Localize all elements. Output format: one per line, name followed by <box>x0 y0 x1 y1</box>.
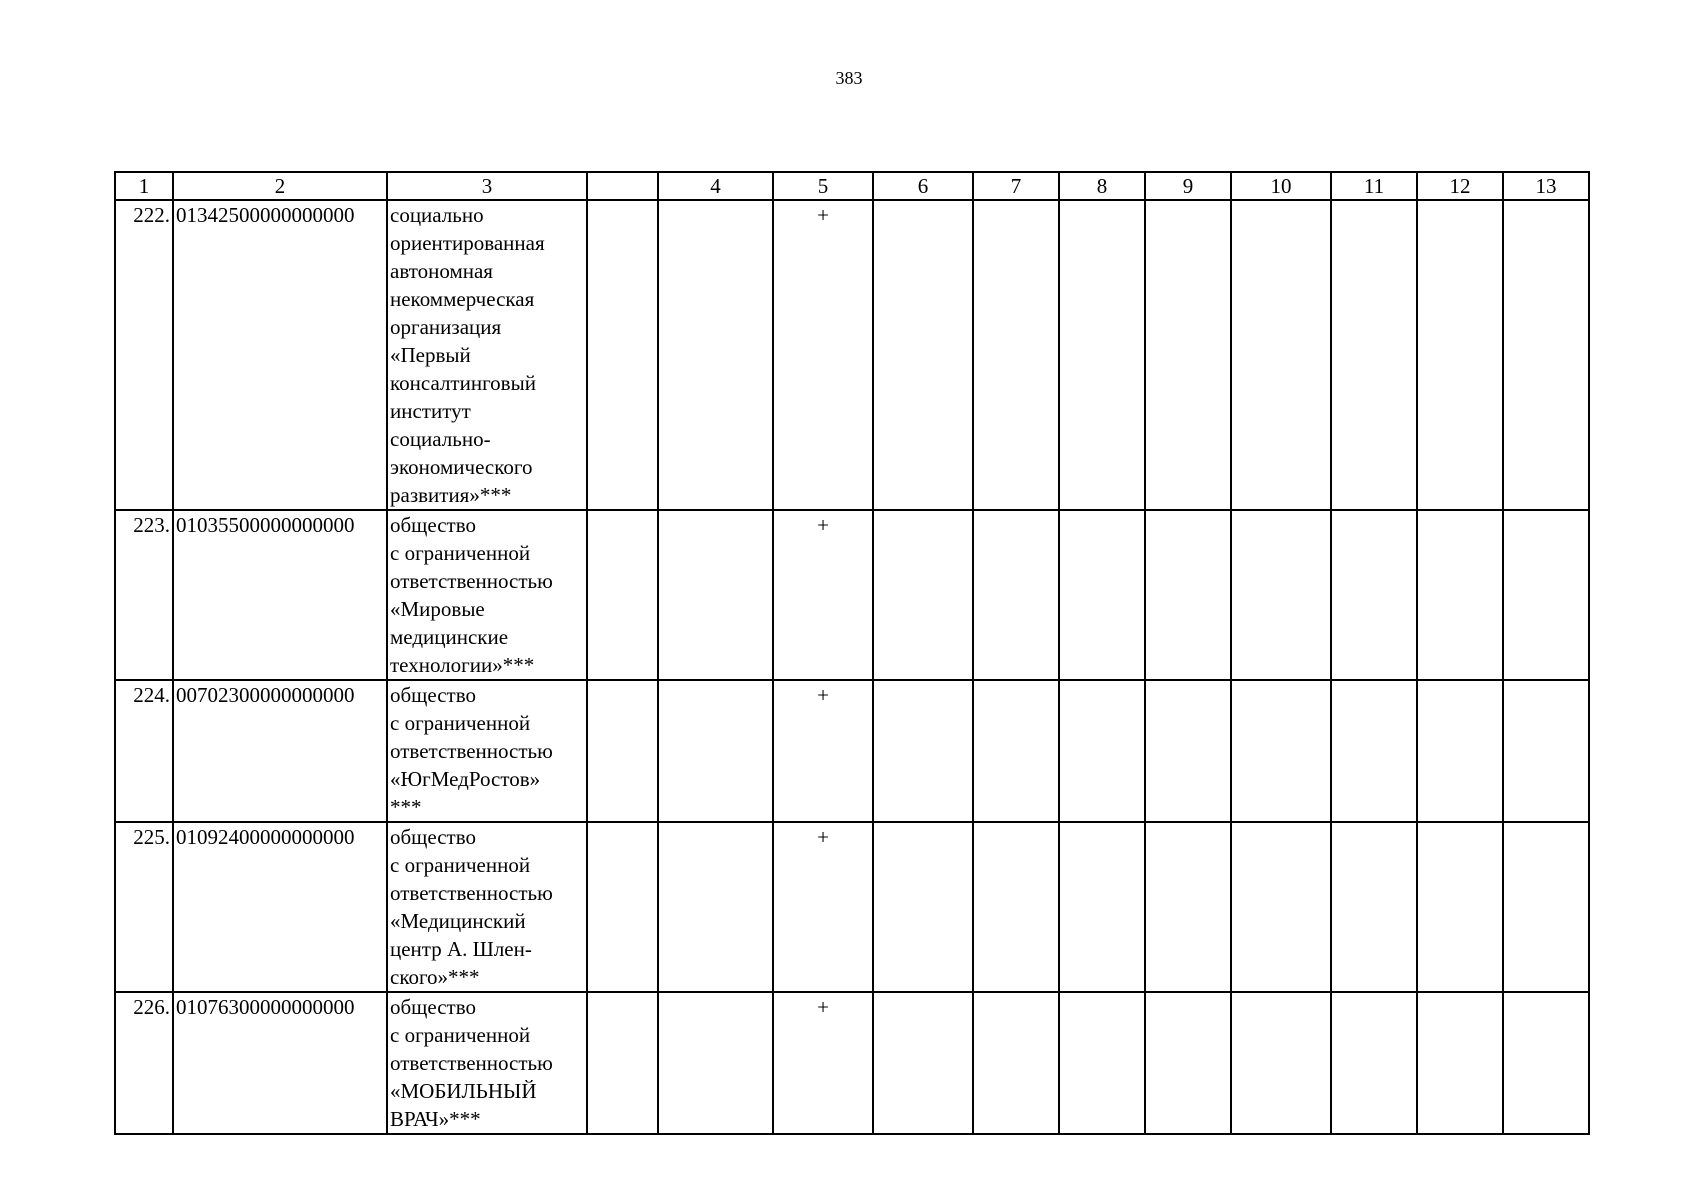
organization-name-line: институт <box>390 399 471 423</box>
empty-cell <box>1503 822 1589 992</box>
header-cell: 10 <box>1231 172 1331 200</box>
header-cell: 5 <box>773 172 873 200</box>
organization-code-cell: 01092400000000000 <box>173 822 387 992</box>
organization-name-line: консалтинговый <box>390 371 536 395</box>
organization-name-line: общество <box>390 995 476 1019</box>
header-cell: 9 <box>1145 172 1231 200</box>
empty-cell <box>1145 822 1231 992</box>
row-number-cell: 226. <box>115 992 173 1134</box>
organization-name-cell <box>387 510 587 680</box>
organization-name-line: с ограниченной <box>390 541 531 565</box>
empty-cell <box>1331 680 1417 822</box>
organization-name-line: «Первый <box>390 343 471 367</box>
empty-cell <box>1417 200 1503 510</box>
empty-cell <box>1231 510 1331 680</box>
organization-name-cell <box>387 992 587 1134</box>
empty-cell <box>587 510 658 680</box>
organization-name-line: ВРАЧ»*** <box>390 1107 481 1131</box>
header-cell: 12 <box>1417 172 1503 200</box>
header-cell: 4 <box>658 172 773 200</box>
empty-cell <box>1503 200 1589 510</box>
empty-cell <box>1417 510 1503 680</box>
header-cell <box>587 172 658 200</box>
empty-cell <box>1145 680 1231 822</box>
organization-name-line: социально <box>390 203 484 227</box>
col5-mark-cell: + <box>773 510 873 680</box>
header-cell: 3 <box>387 172 587 200</box>
empty-cell <box>1331 992 1417 1134</box>
organization-name-line: некоммерческая <box>390 287 535 311</box>
organization-name-line: центр А. Шлен- <box>390 937 532 961</box>
organization-name-line: технологии»*** <box>390 653 535 677</box>
organization-code-cell: 01342500000000000 <box>173 200 387 510</box>
empty-cell <box>658 822 773 992</box>
organization-name-line: общество <box>390 513 476 537</box>
empty-cell <box>1231 680 1331 822</box>
empty-cell <box>1059 822 1145 992</box>
header-cell: 7 <box>973 172 1059 200</box>
organization-name-line: автономная <box>390 259 493 283</box>
header-cell: 6 <box>873 172 973 200</box>
empty-cell <box>1417 822 1503 992</box>
empty-cell <box>1417 992 1503 1134</box>
organization-name-cell <box>387 200 587 510</box>
empty-cell <box>873 680 973 822</box>
empty-cell <box>973 510 1059 680</box>
organization-name-line: «Медицинский <box>390 909 526 933</box>
empty-cell <box>973 680 1059 822</box>
empty-cell <box>658 992 773 1134</box>
empty-cell <box>873 200 973 510</box>
empty-cell <box>1231 200 1331 510</box>
col5-mark-cell: + <box>773 822 873 992</box>
empty-cell <box>1503 680 1589 822</box>
organization-name-line: экономического <box>390 455 533 479</box>
page-number: 383 <box>835 68 863 88</box>
organization-name-line: ориентированная <box>390 231 545 255</box>
organization-code-cell: 01076300000000000 <box>173 992 387 1134</box>
organization-name-line: ответственностью <box>390 739 553 763</box>
empty-cell <box>973 200 1059 510</box>
organization-name-line: ского»*** <box>390 965 480 989</box>
organization-name-line: «МОБИЛЬНЫЙ <box>390 1079 537 1103</box>
col5-mark-cell: + <box>773 992 873 1134</box>
organization-name-line: социально- <box>390 427 491 451</box>
empty-cell <box>1059 510 1145 680</box>
row-number-cell: 223. <box>115 510 173 680</box>
empty-cell <box>873 822 973 992</box>
empty-cell <box>1145 200 1231 510</box>
empty-cell <box>658 680 773 822</box>
organization-name-line: общество <box>390 825 476 849</box>
organization-name-line: с ограниченной <box>390 1023 531 1047</box>
table-row <box>115 510 1589 680</box>
organization-name-line: организация <box>390 315 502 339</box>
registry-table <box>114 171 1590 1135</box>
table-row <box>115 200 1589 510</box>
empty-cell <box>1059 680 1145 822</box>
header-cell: 11 <box>1331 172 1417 200</box>
organization-name-line: общество <box>390 683 476 707</box>
empty-cell <box>1231 822 1331 992</box>
empty-cell <box>1145 510 1231 680</box>
organization-name-line: с ограниченной <box>390 853 531 877</box>
table-row <box>115 680 1589 822</box>
organization-name-line: с ограниченной <box>390 711 531 735</box>
row-number-cell: 222. <box>115 200 173 510</box>
empty-cell <box>873 992 973 1134</box>
empty-cell <box>1503 510 1589 680</box>
header-cell: 13 <box>1503 172 1589 200</box>
organization-name-line: ответственностью <box>390 569 553 593</box>
row-number-cell: 224. <box>115 680 173 822</box>
organization-name-line: ответственностью <box>390 1051 553 1075</box>
empty-cell <box>1331 200 1417 510</box>
empty-cell <box>587 822 658 992</box>
empty-cell <box>1417 680 1503 822</box>
empty-cell <box>658 200 773 510</box>
organization-name-line: ответственностью <box>390 881 553 905</box>
empty-cell <box>1503 992 1589 1134</box>
organization-name-cell <box>387 822 587 992</box>
organization-name-line: *** <box>390 795 422 819</box>
header-cell: 8 <box>1059 172 1145 200</box>
col5-mark-cell: + <box>773 200 873 510</box>
empty-cell <box>1059 200 1145 510</box>
header-cell: 1 <box>115 172 173 200</box>
empty-cell <box>587 680 658 822</box>
header-cell: 2 <box>173 172 387 200</box>
organization-name-line: «Мировые <box>390 597 485 621</box>
organization-name-line: медицинские <box>390 625 509 649</box>
organization-name-cell <box>387 680 587 822</box>
empty-cell <box>658 510 773 680</box>
empty-cell <box>973 822 1059 992</box>
organization-name-line: развития»*** <box>390 483 512 507</box>
organization-code-cell: 01035500000000000 <box>173 510 387 680</box>
empty-cell <box>873 510 973 680</box>
empty-cell <box>1331 822 1417 992</box>
empty-cell <box>1231 992 1331 1134</box>
organization-code-cell: 00702300000000000 <box>173 680 387 822</box>
row-number-cell: 225. <box>115 822 173 992</box>
table-row <box>115 992 1589 1134</box>
empty-cell <box>587 200 658 510</box>
empty-cell <box>1059 992 1145 1134</box>
col5-mark-cell: + <box>773 680 873 822</box>
empty-cell <box>587 992 658 1134</box>
table-header <box>115 172 1589 200</box>
table-row <box>115 822 1589 992</box>
table-body <box>115 200 1589 1134</box>
organization-name-line: «ЮгМедРостов» <box>390 767 541 791</box>
empty-cell <box>973 992 1059 1134</box>
empty-cell <box>1145 992 1231 1134</box>
header-row <box>115 172 1589 200</box>
empty-cell <box>1331 510 1417 680</box>
